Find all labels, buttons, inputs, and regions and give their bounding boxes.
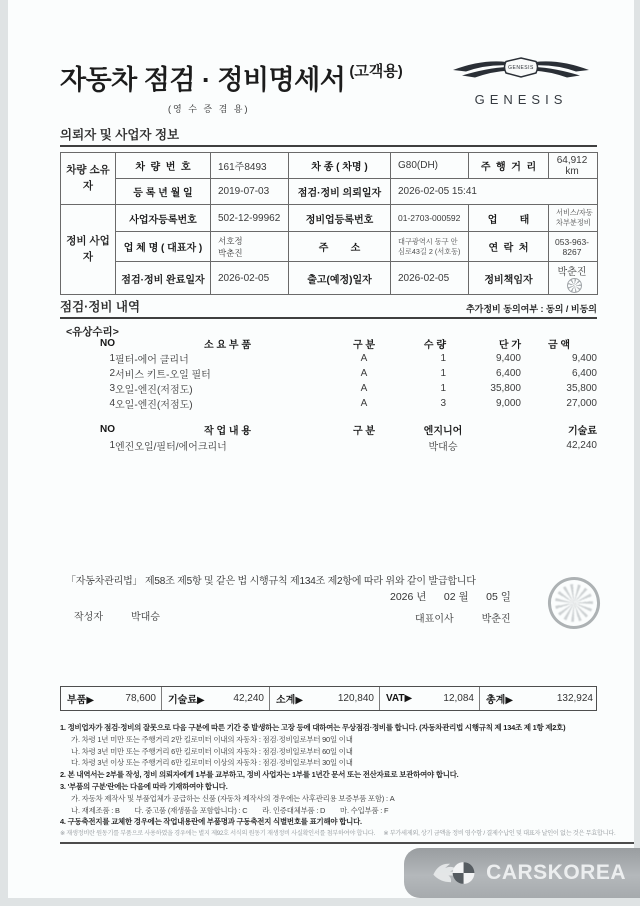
consent-text: 추가정비 동의여부 : 동의 / 비동의: [465, 304, 597, 314]
parts-header-no: NO: [100, 338, 115, 349]
issue-date: 2026 년 02 월 05 일: [390, 591, 511, 603]
manager-label: 정비책임자: [469, 262, 549, 295]
total-value: 120,840: [337, 693, 374, 704]
writer-line: [74, 608, 160, 623]
parts-table: [60, 336, 597, 411]
writer-label: 작성자: [74, 612, 103, 623]
parts-header-type: 구 분: [352, 340, 376, 351]
section-heading-work: 점검·정비 내역: [60, 300, 141, 314]
genesis-emblem-icon: [450, 55, 592, 86]
totals-bar: [60, 686, 597, 711]
total-value: 42,240: [233, 693, 264, 704]
part-unit-price: 9,000: [495, 398, 521, 409]
part-no: 3: [109, 383, 115, 394]
total-value: 12,084: [443, 693, 474, 704]
labor-type: [340, 437, 388, 453]
footnote-line: 가. 자동차 제작사 및 부품업체가 공급하는 신품 (자동차 제작사의 경우에는 사후관리용 보증부품 포함) : A: [71, 793, 395, 803]
shop-registration-label: 정비업등록번호: [289, 205, 391, 232]
complete-date-label: 점검·정비 완료일자: [116, 262, 211, 295]
doc-title: 자동차 점검 · 정비명세서: [60, 65, 346, 95]
total-item: [270, 687, 380, 710]
doc-title-suffix: (고객용): [349, 63, 403, 80]
total-value: 132,924: [556, 693, 593, 704]
labor-header-engineer: 엔지니어: [423, 425, 463, 437]
manager-name: 박춘진: [557, 267, 587, 278]
total-item: [61, 687, 162, 710]
section-heading-info: 의뢰자 및 사업자 정보: [60, 128, 180, 142]
total-value: 78,600: [125, 693, 156, 704]
labor-desc: 엔진오일/필터/에어크리너: [115, 441, 227, 453]
vehicle-number-value: 161주8493: [211, 153, 289, 179]
provider-group-label: 정비 사업자: [61, 205, 116, 295]
footnote-line: 가. 차령 1년 미만 또는 주행거리 2만 킬로미터 이내의 자동차 : 점검·정비일로부터 90일 이내: [71, 734, 353, 744]
carskorea-wordmark: CARSKOREA: [486, 861, 626, 884]
footnote-line: 다. 차령 3년 이상 또는 주행거리 6만 킬로미터 이상의 자동차 : 점검·정비일로부터 30일 이내: [71, 758, 353, 768]
part-amount: 35,800: [566, 383, 597, 394]
part-qty: 1: [440, 383, 446, 394]
part-no: 4: [109, 398, 115, 409]
footnote-line: 나. 차령 3년 미만 또는 주행거리 6만 킬로미터 이내의 자동차 : 점검·정비일로부터 60일 이내: [71, 746, 353, 756]
part-type: A: [360, 398, 368, 409]
business-type-value: 서비스/자동차부분정비: [549, 205, 598, 232]
complete-date-value: 2026-02-05: [211, 262, 289, 295]
labor-no: 1: [109, 439, 115, 451]
labor-header-type: 구 분: [352, 425, 376, 437]
part-no: 2: [109, 368, 115, 379]
labor-header-desc: 작 업 내 용: [204, 425, 251, 437]
part-row: [60, 396, 597, 411]
footnote-line: 나. 재제조품 : B 다. 중고품 (재생품을 포함합니다) : C 라. 인증대체부품 : D 마. 수입부품 : F: [71, 805, 389, 815]
registration-date-label: 등 록 년 월 일: [116, 179, 211, 205]
manager-value: [549, 262, 598, 295]
total-label: 기술료▶: [168, 695, 205, 706]
carskorea-watermark: [404, 848, 640, 898]
genesis-wordmark: GENESIS: [474, 92, 568, 107]
receipt-note: (영 수 증 겸 용): [168, 104, 250, 114]
total-item: [162, 687, 270, 710]
part-amount: 27,000: [566, 398, 597, 409]
part-no: 1: [109, 353, 115, 364]
ceo-line: [415, 610, 511, 625]
request-date-value: 2026-02-05 15:41: [391, 179, 598, 205]
labor-table: [60, 421, 597, 453]
part-amount: 9,400: [571, 353, 597, 364]
total-item: [380, 687, 480, 710]
legal-statement: 「자동차관리법」 제58조 제5항 및 같은 법 시행규칙 제134조 제2항에 따라 위와 같이 발급합니다: [66, 576, 476, 587]
parts-header-row: [60, 336, 597, 351]
part-row: [60, 351, 597, 366]
registration-date-value: 2019-07-03: [211, 179, 289, 205]
carskorea-logo-icon: [430, 856, 482, 890]
labor-row: [60, 437, 597, 453]
genesis-emblem-text: GENESIS: [508, 65, 534, 71]
mileage-label: 주 행 거 리: [469, 153, 549, 179]
info-table: [60, 152, 598, 295]
writer-name: 박대승: [130, 612, 160, 623]
footnote-line: 3. '부품의 구분'란에는 다음에 따라 기재하여야 합니다.: [60, 781, 228, 791]
part-unit-price: 35,800: [490, 383, 521, 394]
total-label: 부품▶: [67, 695, 95, 706]
footnote-line: 4. 구동축전지를 교체한 경우에는 작업내용란에 부품명과 구동축전지 식별번호를 표기해야 합니다.: [60, 817, 362, 827]
ceo-label: 대표이사: [415, 614, 454, 625]
contact-value: 053-963-8267: [549, 232, 598, 262]
business-number-value: 502-12-99962: [211, 205, 289, 232]
total-item: [480, 687, 598, 710]
shop-registration-value: 01-2703-000592: [391, 205, 469, 232]
part-name: 필터-에어 클리너: [115, 355, 189, 366]
part-qty: 3: [440, 398, 446, 409]
section-rule-2: [60, 317, 597, 319]
part-unit-price: 9,400: [495, 353, 521, 364]
parts-header-name: 소 요 부 품: [204, 340, 251, 351]
part-name: 서비스 키트-오일 필터: [115, 370, 211, 381]
address-value: 대구광역시 동구 안심로43길 2 (서호동): [391, 232, 469, 262]
total-label: VAT▶: [386, 693, 413, 704]
total-label: 총계▶: [486, 695, 514, 706]
release-date-value: 2026-02-05: [391, 262, 469, 295]
company-seal-stamp: [543, 572, 605, 634]
vehicle-number-label: 차 량 번 호: [116, 153, 211, 179]
model-label: 차 종 ( 차명 ): [289, 153, 391, 179]
release-date-label: 출고(예정)일자: [289, 262, 391, 295]
labor-fee: 42,240: [566, 439, 597, 451]
labor-header-row: [60, 421, 597, 437]
section-rule: [60, 145, 597, 147]
brand-logo: [450, 55, 592, 107]
part-amount: 6,400: [571, 368, 597, 379]
section-heading-row: [60, 297, 597, 315]
part-type: A: [360, 353, 368, 364]
address-label: 주 소: [289, 232, 391, 262]
labor-engineer: 박대승: [428, 441, 458, 453]
footnotes: [60, 722, 640, 840]
business-type-label: 업 태: [469, 205, 549, 232]
company-name-value: [211, 232, 289, 262]
part-name: 오일-엔진(저점도): [115, 385, 193, 396]
model-value: G80(DH): [391, 153, 469, 179]
part-row: [60, 381, 597, 396]
labor-header-fee: 기술료: [568, 425, 597, 437]
company-ceo: 박춘진: [218, 247, 243, 258]
part-row: [60, 366, 597, 381]
mileage-value: 64,912 km: [549, 153, 598, 179]
ceo-name: 박춘진: [481, 614, 511, 625]
footnote-line: 2. 본 내역서는 2부를 작성, 정비 의뢰자에게 1부를 교부하고, 정비 사업자는 1부를 1년간 문서 또는 전산자료로 보관하여야 합니다.: [60, 770, 459, 780]
footnote-line: ※ 재생정비란 원동기를 부품으로 사용하였을 경우에는 별지 제92호 서식의 원동기 재생정비 사실확인서를 첨부하여야 합니다. ※ 부가세제외, 상기 금액을 정비 영수함 / 결제수납인 및 대표자 날인이 없는 것은 무효합니다.: [60, 830, 616, 838]
labor-header-no: NO: [100, 423, 115, 435]
footnote-line: 1. 정비업자가 점검·정비의 잘못으로 다음 구분에 따른 기간 중 발생하는 고장 등에 대하여는 무상점검·정비를 합니다. (자동차관리법 시행규칙 제 134조 제 1항 제2호): [60, 723, 566, 732]
parts-header-unit: 단 가: [498, 340, 521, 351]
part-qty: 1: [440, 368, 446, 379]
contact-label: 연 락 처: [469, 232, 549, 262]
doc-title-row: [60, 58, 403, 97]
part-type: A: [360, 383, 368, 394]
bottom-rule: [60, 842, 634, 844]
part-type: A: [360, 368, 368, 379]
request-date-label: 점검·정비 의뢰일자: [289, 179, 391, 205]
part-name: 오일-엔진(저점도): [115, 400, 193, 411]
total-label: 소계▶: [276, 695, 304, 706]
company-name-label: 업 체 명 ( 대표자 ): [116, 232, 211, 262]
repair-type-label: <유상수리>: [66, 326, 119, 338]
owner-group-label: 차량 소유자: [61, 153, 116, 205]
part-qty: 1: [440, 353, 446, 364]
parts-header-amount: 금 액: [547, 340, 571, 351]
part-unit-price: 6,400: [495, 368, 521, 379]
business-number-label: 사업자등록번호: [116, 205, 211, 232]
document-page: [8, 0, 634, 898]
manager-seal-stamp: [567, 278, 582, 293]
company-name: 서호정: [218, 235, 243, 246]
parts-header-qty: 수 량: [423, 340, 446, 351]
